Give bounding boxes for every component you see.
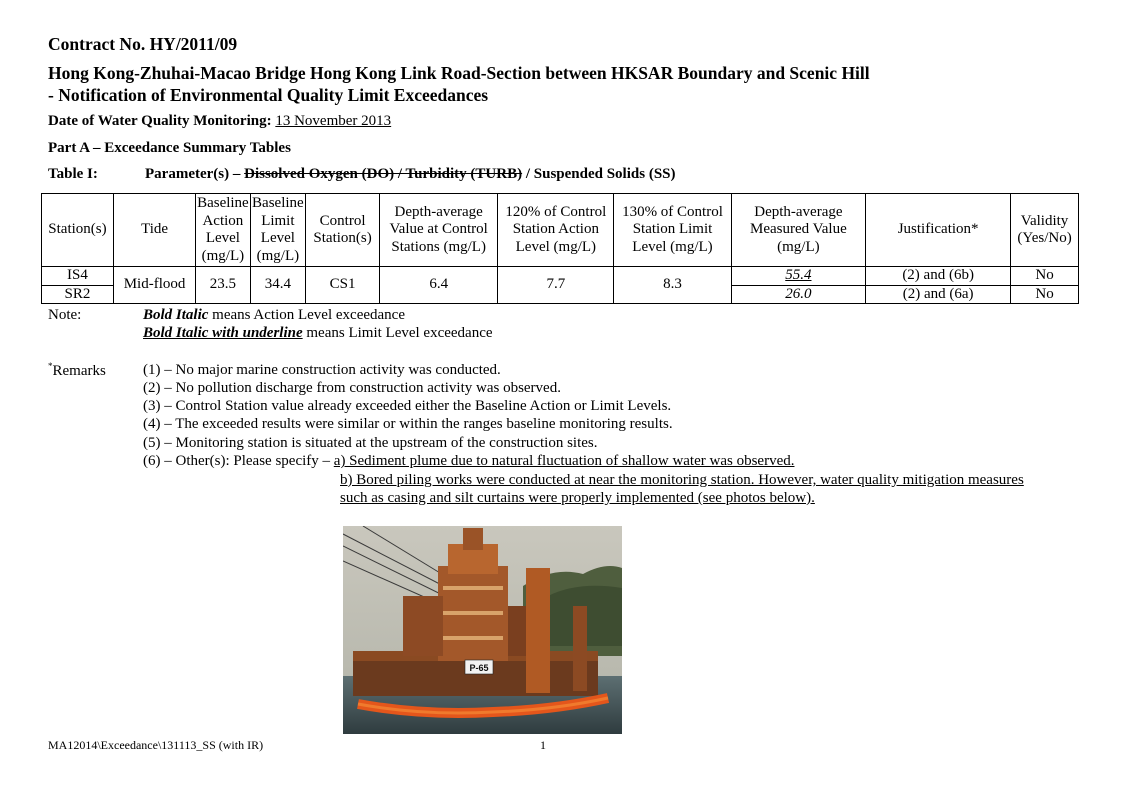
remark-item: (1) – No major marine construction activity was conducted. bbox=[143, 362, 501, 378]
remark-item-6 bbox=[143, 453, 794, 470]
tide-cell: Mid-flood bbox=[113, 267, 195, 304]
note-limit-text: means Limit Level exceedance bbox=[302, 325, 493, 341]
action-level-cell: 23.5 bbox=[196, 267, 250, 304]
remark-6b-line1: b) Bored piling works were conducted at near the monitoring station. However, water quality mitigation measures bbox=[340, 472, 1024, 488]
remarks-label bbox=[48, 361, 106, 380]
measured-value-cell: 26.0 bbox=[731, 285, 866, 304]
justification-cell: (2) and (6b) bbox=[866, 267, 1011, 286]
col-header: Depth-average Value at Control Stations (mg/L) bbox=[380, 194, 498, 267]
monitoring-date bbox=[48, 113, 391, 130]
pct120-cell: 7.7 bbox=[498, 267, 614, 304]
note-action-emphasis: Bold Italic bbox=[143, 307, 209, 323]
piling-barge-photo bbox=[343, 526, 622, 734]
document-title-line1: Hong Kong-Zhuhai-Macao Bridge Hong Kong Link Road-Section between HKSAR Boundary and Scenic Hill bbox=[48, 63, 870, 83]
col-header: Tide bbox=[113, 194, 195, 267]
remark-item: (2) – No pollution discharge from construction activity was observed. bbox=[143, 380, 561, 396]
date-label: Date of Water Quality Monitoring: bbox=[48, 113, 272, 129]
station-cell: SR2 bbox=[42, 285, 114, 304]
note-action-text: means Action Level exceedance bbox=[208, 307, 405, 323]
note-limit-level bbox=[143, 325, 493, 342]
footer-file-path: MA12014\Exceedance\131113_SS (with IR) bbox=[48, 738, 264, 752]
col-header: Depth-average Measured Value (mg/L) bbox=[731, 194, 866, 267]
part-a-heading: Part A – Exceedance Summary Tables bbox=[48, 140, 291, 156]
remark-6-prefix: (6) – Other(s): Please specify – bbox=[143, 453, 334, 469]
remark-item: (4) – The exceeded results were similar or within the ranges baseline monitoring results. bbox=[143, 416, 673, 432]
table-header-row bbox=[42, 194, 1079, 267]
photo-sign: P-65 bbox=[469, 663, 489, 673]
remarks-label-text: Remarks bbox=[52, 363, 106, 379]
table-row bbox=[42, 267, 1079, 286]
limit-level-cell: 34.4 bbox=[250, 267, 305, 304]
col-header: Baseline Action Level (mg/L) bbox=[196, 194, 250, 267]
col-header: 120% of Control Station Action Level (mg/L) bbox=[498, 194, 614, 267]
date-value: 13 November 2013 bbox=[275, 113, 392, 129]
col-header: Control Station(s) bbox=[306, 194, 380, 267]
page-number: 1 bbox=[540, 738, 546, 752]
remark-6b-line2: such as casing and silt curtains were properly implemented (see photos below). bbox=[340, 490, 815, 506]
measured-value-cell: 55.4 bbox=[731, 267, 866, 286]
exceedance-table bbox=[41, 193, 1079, 304]
station-cell: IS4 bbox=[42, 267, 114, 286]
parameter-suffix: / Suspended Solids (SS) bbox=[522, 166, 676, 182]
validity-cell: No bbox=[1011, 285, 1079, 304]
col-header: Baseline Limit Level (mg/L) bbox=[250, 194, 305, 267]
control-station-cell: CS1 bbox=[306, 267, 380, 304]
pct130-cell: 8.3 bbox=[614, 267, 731, 304]
col-header: Validity (Yes/No) bbox=[1011, 194, 1079, 267]
parameter-prefix: Parameter(s) – bbox=[145, 166, 245, 182]
document-title-line2: - Notification of Environmental Quality Limit Exceedances bbox=[48, 85, 489, 105]
remark-6a: a) Sediment plume due to natural fluctuation of shallow water was observed. bbox=[333, 453, 795, 469]
table-label: Table I: bbox=[48, 166, 98, 182]
remark-item: (5) – Monitoring station is situated at the upstream of the construction sites. bbox=[143, 435, 598, 451]
justification-cell: (2) and (6a) bbox=[866, 285, 1011, 304]
validity-cell: No bbox=[1011, 267, 1079, 286]
col-header: 130% of Control Station Limit Level (mg/L) bbox=[614, 194, 731, 267]
parameter-line bbox=[145, 166, 676, 183]
note-action-level bbox=[143, 307, 405, 324]
note-label: Note: bbox=[48, 307, 82, 323]
remarks-star: * bbox=[48, 361, 53, 371]
note-limit-emphasis: Bold Italic with underline bbox=[143, 325, 303, 341]
col-header: Justification* bbox=[866, 194, 1011, 267]
contract-number: Contract No. HY/2011/09 bbox=[48, 34, 238, 54]
control-value-cell: 6.4 bbox=[380, 267, 498, 304]
parameter-struck: Dissolved Oxygen (DO) / Turbidity (TURB) bbox=[244, 166, 523, 182]
remark-item: (3) – Control Station value already exceeded either the Baseline Action or Limit Levels. bbox=[143, 398, 672, 414]
col-header: Station(s) bbox=[42, 194, 114, 267]
